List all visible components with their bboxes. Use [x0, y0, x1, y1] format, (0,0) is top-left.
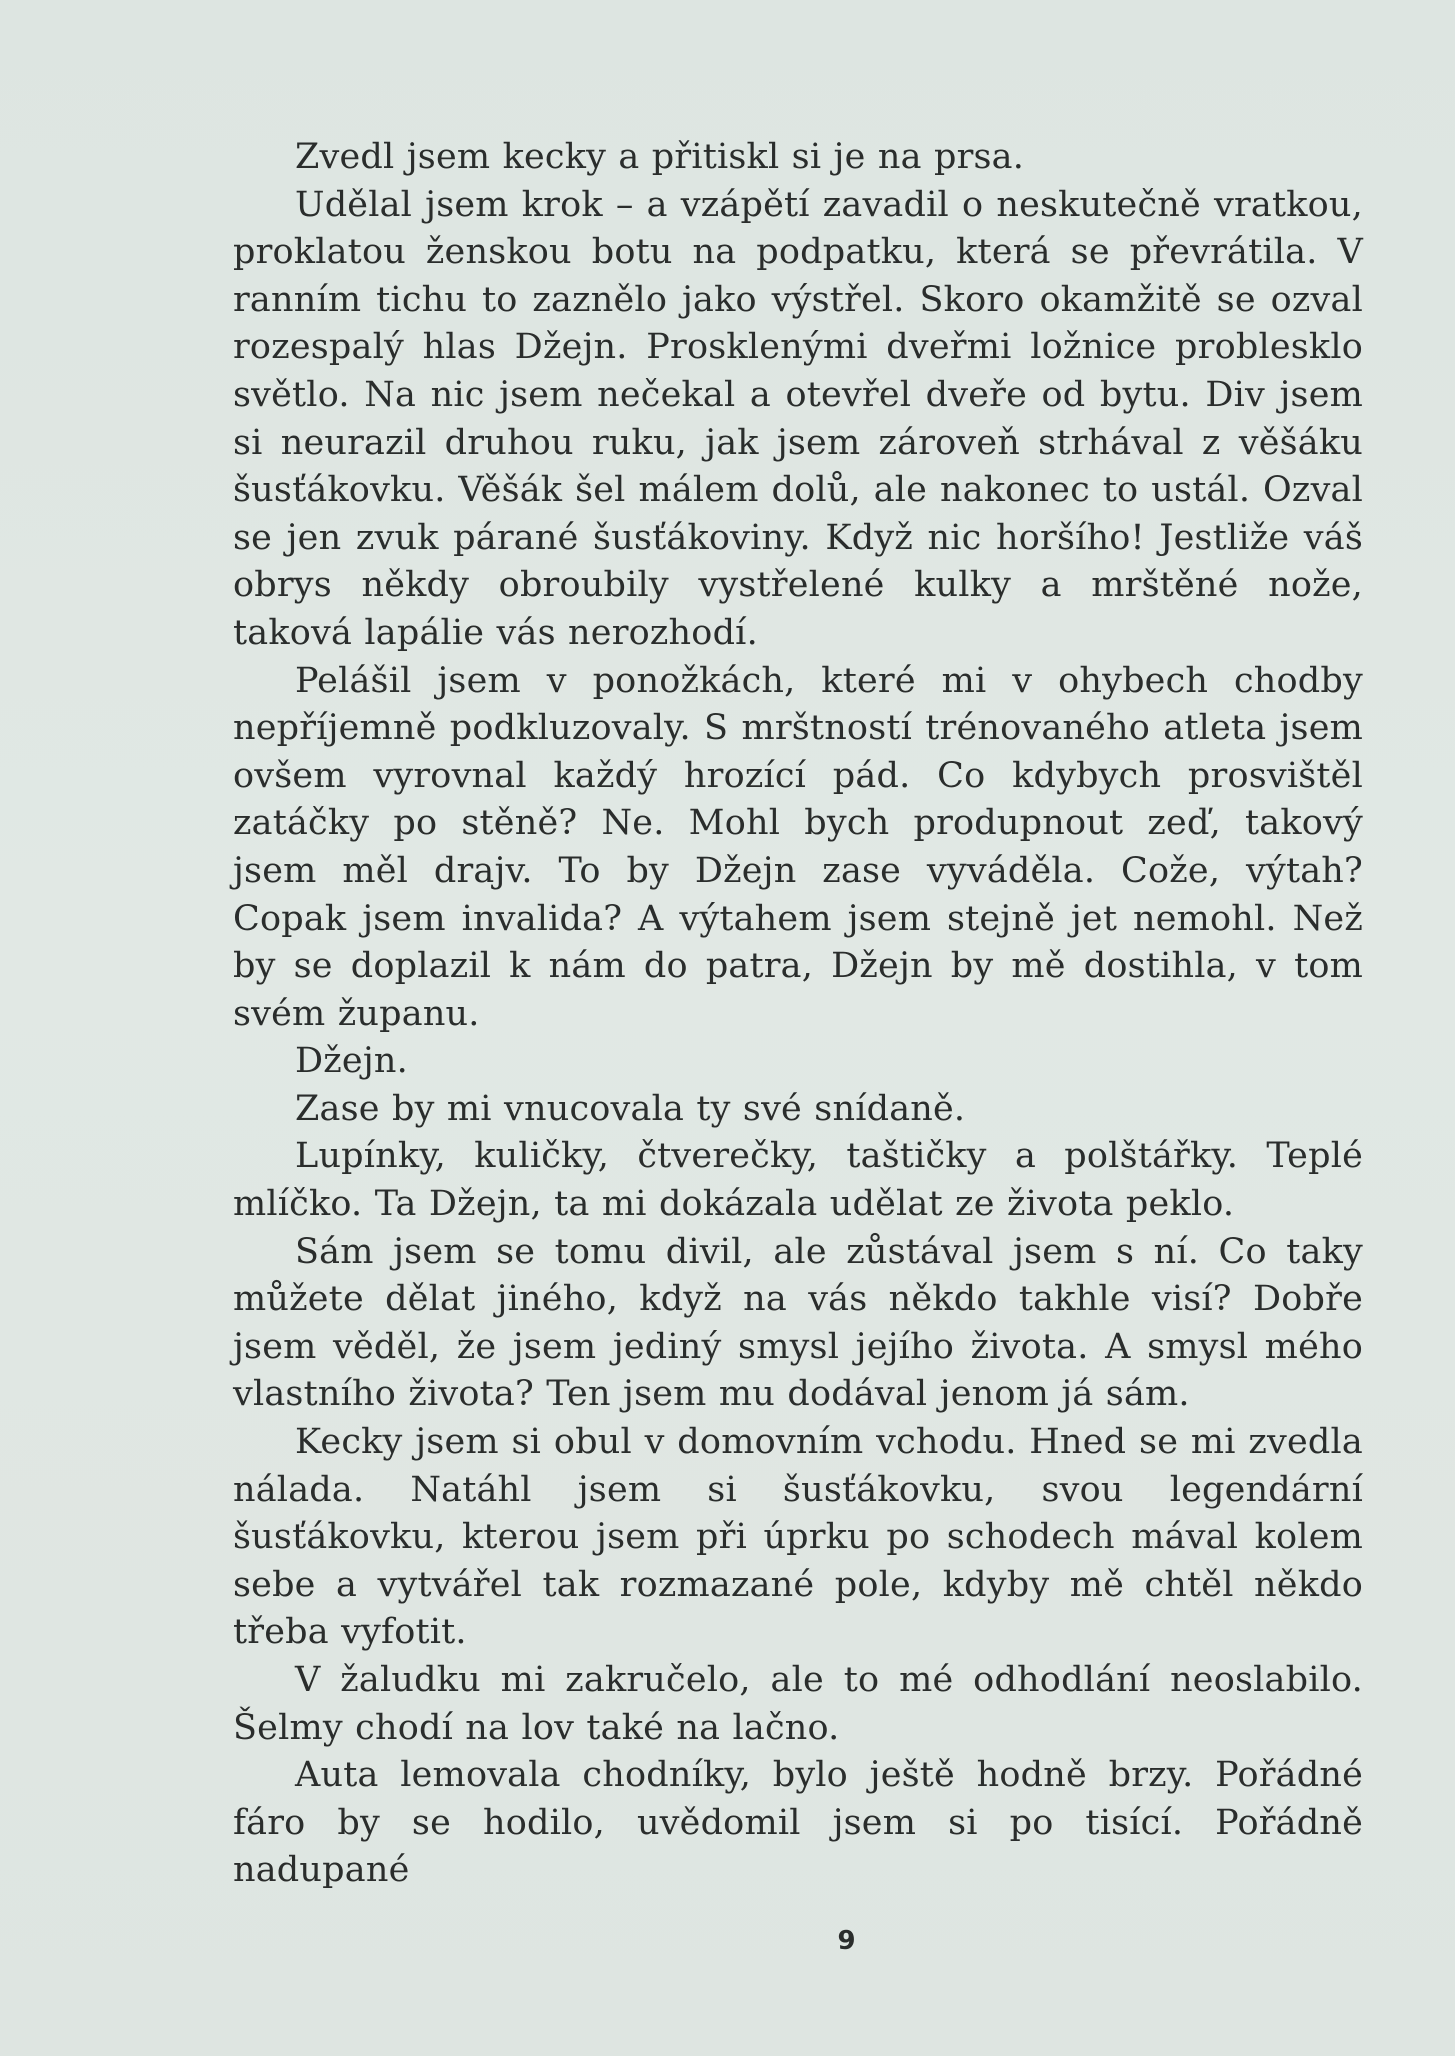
paragraph: Zase by mi vnucovala ty své snídaně.: [295, 1088, 966, 1129]
paragraph: Zvedl jsem kecky a přitiskl si je na prsa.: [295, 137, 1025, 177]
page-number: 9: [837, 1926, 856, 1956]
paragraph: Lupínky, kuličky, čtverečky, taštičky a polštářky. Teplé mlíčko. Ta Džejn, ta mi dokázala udělat ze života peklo.: [233, 1136, 1363, 1225]
paragraph: Kecky jsem si obul v domovním vchodu. Hned se mi zvedla nálada. Natáhl jsem si šusťákovku, svou legendární šusťákovku, kterou jsem při úprku po schodech mával kolem sebe a vytvářel tak rozmazané pole, kdyby mě chtěl někdo třeba vyfotit.: [233, 1422, 1363, 1653]
paragraph: Džejn.: [295, 1041, 408, 1082]
paragraph: Auta lemovala chodníky, bylo ještě hodně brzy. Pořádné fáro by se hodilo, uvědomil jsem si po tisící. Pořádně nadupané: [233, 1755, 1363, 1891]
paragraph: Sám jsem se tomu divil, ale zůstával jsem s ní. Co taky můžete dělat jiného, když na vás někdo takhle visí? Dobře jsem věděl, že jsem jediný smysl jejího života. A smysl mého vlastního života? Ten jsem mu dodával jenom já sám.: [233, 1231, 1363, 1415]
paragraph: Pelášil jsem v ponožkách, které mi v ohybech chodby nepříjemně podkluzovaly. S mrštností trénovaného atleta jsem ovšem vyrovnal každý hrozící pád. Co kdybych prosvištěl zatáčky po stěně? Ne. Mohl bych produpnout zeď, takový jsem měl drajv. To by Džejn zase vyváděla. Cože, výtah? Copak jsem invalida? A výtahem jsem stejně jet nemohl. Než by se doplazil k nám do patra, Džejn by mě dostihla, v tom svém županu.: [233, 660, 1363, 1034]
paragraph: Udělal jsem krok – a vzápětí zavadil o neskutečně vratkou, proklatou ženskou botu na podpatku, která se převrátila. V ranním tichu to zaznělo jako výstřel. Skoro okamžitě se ozval rozespalý hlas Džejn. Prosklenými dveřmi ložnice problesklo světlo. Na nic jsem nečekal a otevřel dveře od bytu. Div jsem si neurazil druhou ruku, jak jsem zároveň strhával z věšáku šusťákovku. Věšák šel málem dolů, ale nakonec to ustál. Ozval se jen zvuk párané šusťákoviny. Když nic horšího! Jestliže váš obrys někdy obroubily vystřelené kulky a mrštěné nože, taková lapálie vás nerozhodí.: [233, 184, 1363, 653]
paragraph: V žaludku mi zakručelo, ale to mé odhodlání neoslabilo. Šelmy chodí na lov také na lačno.: [233, 1660, 1363, 1748]
body-text: [233, 134, 1363, 1895]
